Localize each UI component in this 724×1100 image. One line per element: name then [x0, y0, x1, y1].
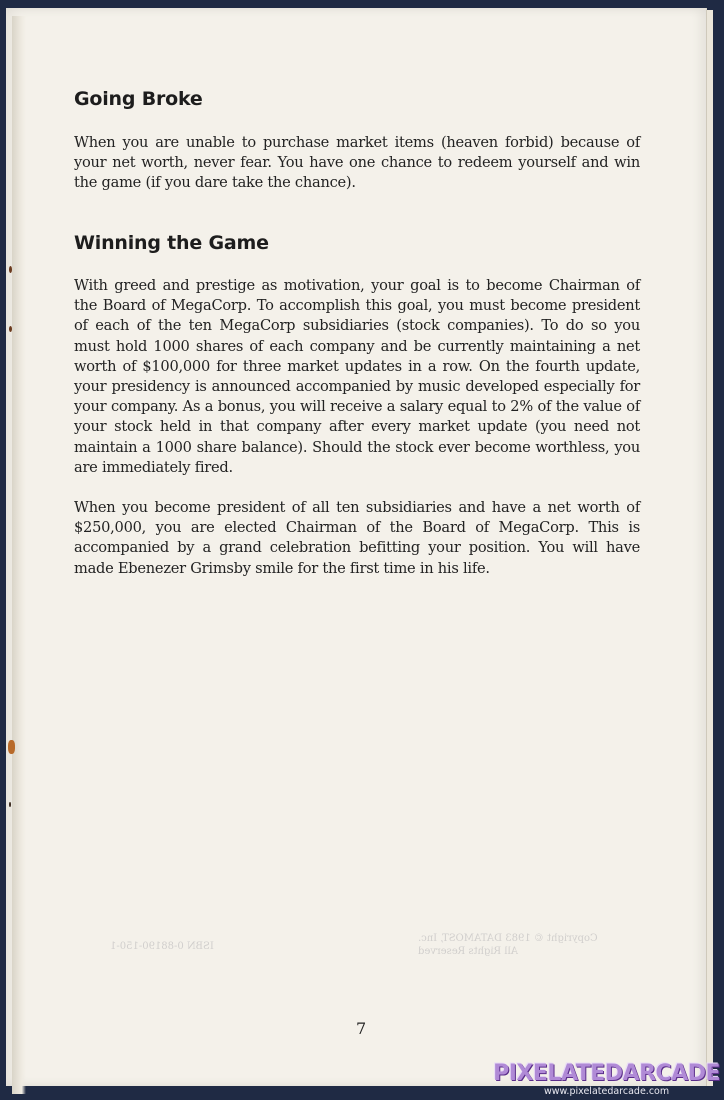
section-heading-winning-the-game: Winning the Game: [74, 232, 269, 254]
watermark-title: PIXELATEDARCADE: [493, 1061, 720, 1086]
show-through-copyright-line2: All Rights Reserved: [418, 946, 518, 957]
binding-mark: [9, 326, 12, 332]
site-watermark: [493, 1062, 720, 1097]
page-binding-shadow: [12, 16, 26, 1094]
page-edge: [706, 10, 713, 1086]
page-number: 7: [356, 1019, 367, 1038]
paragraph-chairman: When you become president of all ten subsidiaries and have a net worth of $250,000, you are elected Chairman of the Board of MegaCorp. This is accompanied by a grand celebration befitting your position. You will have made Ebenezer Grimsby smile for the first time in his life.: [74, 499, 640, 577]
watermark-url: www.pixelatedarcade.com: [544, 1086, 670, 1097]
paragraph-going-broke: When you are unable to purchase market items (heaven forbid) because of your net worth, never fear. You have one chance to redeem yourself and win the game (if you dare take the chance).: [74, 134, 640, 192]
show-through-isbn: ISBN 0-88190-150-1: [110, 941, 214, 952]
show-through-copyright-line1: Copyright © 1983 DATAMOST, Inc.: [418, 933, 598, 944]
binding-mark: [9, 266, 12, 273]
binding-mark: [9, 802, 11, 807]
section-heading-going-broke: Going Broke: [74, 88, 203, 110]
show-through-copyright: [418, 932, 598, 958]
paragraph-winning-goal: With greed and prestige as motivation, your goal is to become Chairman of the Board of MegaCorp. To accomplish this goal, you must become president of each of the ten MegaCorp subsidiaries (stock companies). To do so you must hold 1000 shares of each company and be currently maintaining a net worth of $100,000 for three market updates in a row. On the fourth update, your presidency is announced accompanied by music developed especially for your company. As a bonus, you will receive a salary equal to 2% of the value of your stock held in that company after every market update (you need not maintain a 1000 share balance). Should the stock ever become worthless, you are immediately fired.: [74, 277, 640, 476]
manual-page: [6, 8, 707, 1086]
rust-stain: [8, 740, 15, 754]
